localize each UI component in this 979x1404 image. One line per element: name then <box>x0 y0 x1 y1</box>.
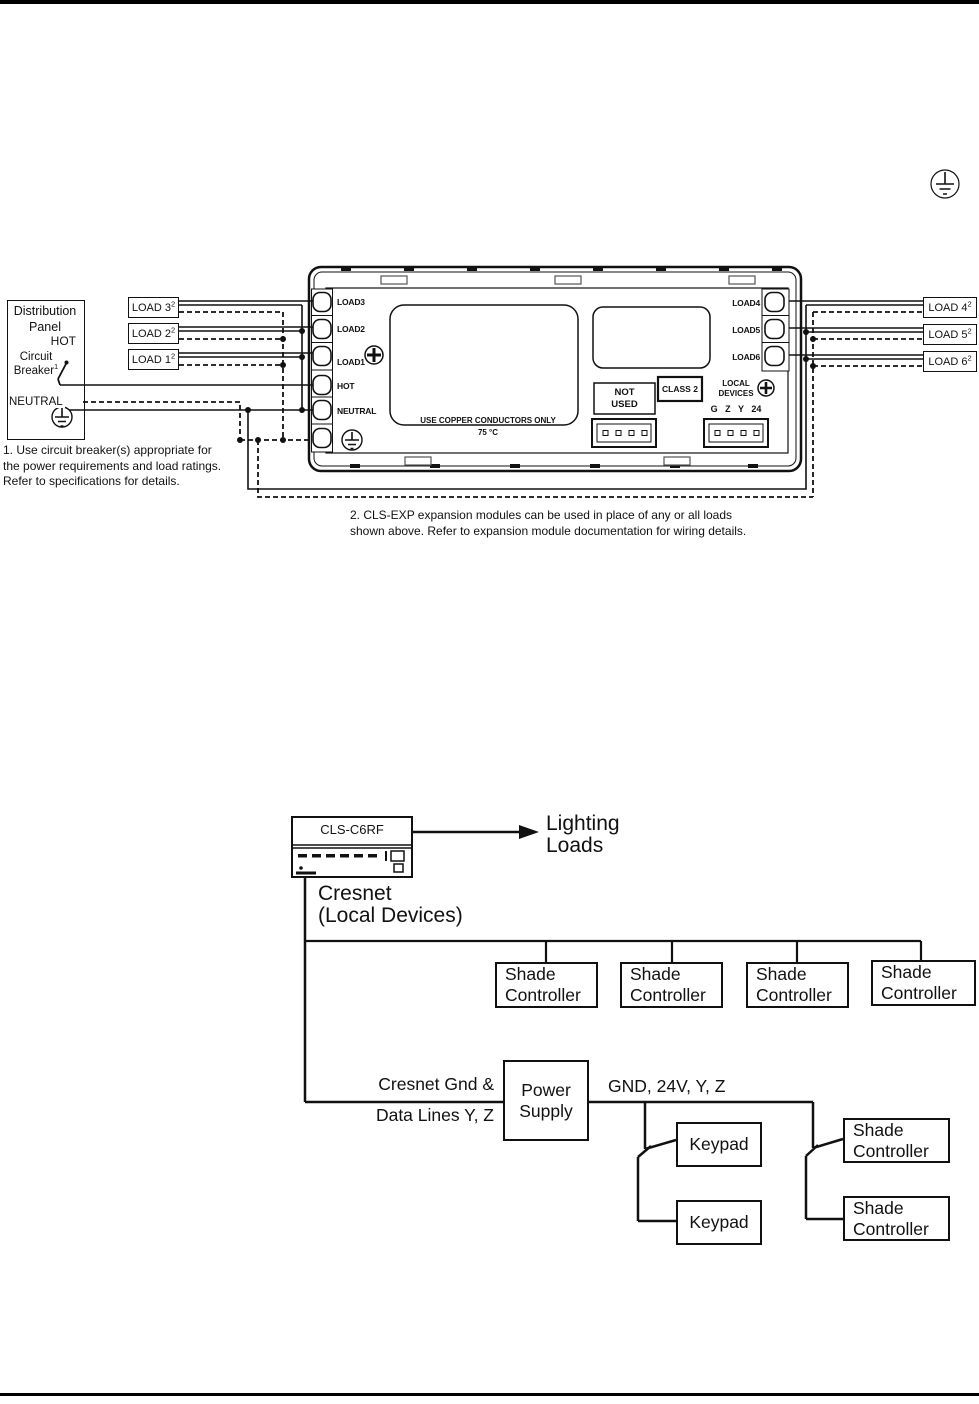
terminal-label-load2: LOAD2 <box>337 324 365 334</box>
shade-controller-box-5: Shade Controller <box>843 1118 950 1163</box>
shade-controller-box-4: Shade Controller <box>871 960 976 1006</box>
terminal-label-load4: LOAD4 <box>732 298 760 308</box>
terminal-label-neutral: NEUTRAL <box>337 406 377 416</box>
terminal-label-hot: HOT <box>337 381 355 391</box>
shade-controller-box-6: Shade Controller <box>843 1196 950 1241</box>
hot-label: HOT <box>50 334 76 348</box>
terminal-label-load5: LOAD5 <box>732 325 760 335</box>
power-supply-box: Power Supply <box>503 1060 589 1141</box>
relay-cover-large <box>390 305 578 425</box>
relay-cover-small <box>593 307 710 368</box>
load2-box: LOAD $2^2$ <box>128 323 179 344</box>
right-terminal-strip <box>762 289 789 371</box>
terminal-label-load6: LOAD6 <box>732 352 760 362</box>
device-ground-icon <box>342 430 362 450</box>
note-1: 1. Use circuit breaker(s) appropriate for the power requirements and load ratings. Refer to specifications for details. <box>3 443 222 488</box>
lighting-loads-label: Lighting Loads <box>546 812 620 857</box>
distribution-panel-title-1: Distribution <box>13 304 77 318</box>
device-enclosure <box>309 267 801 471</box>
terminal-label-load3: LOAD3 <box>337 297 365 307</box>
load5-box: LOAD $5^2$ <box>923 324 977 345</box>
keypad-box-1: Keypad <box>676 1122 762 1167</box>
circuit-breaker-label-2: Breaker$^1$ <box>13 362 59 377</box>
terminal-block-not-used <box>592 419 656 447</box>
shade-controller-box-1: Shade Controller <box>495 962 598 1008</box>
class2-label: CLASS 2 <box>662 384 698 394</box>
load1-box: LOAD $1^2$ <box>128 349 179 370</box>
load6-box: LOAD $6^2$ <box>923 351 977 372</box>
local-devices-label: LOCAL DEVICES <box>718 379 754 398</box>
left-terminal-strip <box>312 289 333 452</box>
shade-controller-box-2: Shade Controller <box>620 962 723 1008</box>
data-lines-label: Data Lines Y, Z <box>375 1105 494 1125</box>
note-2: 2. CLS-EXP expansion modules can be used in place of any or all loads shown above. Refer to expansion module documentation for wiring details. <box>350 508 747 538</box>
shade-controller-box-3: Shade Controller <box>746 962 849 1008</box>
keypad-box-2: Keypad <box>676 1200 762 1245</box>
cresnet-pins-label: G Z Y 24 <box>710 404 762 414</box>
not-used-label: NOT USED <box>611 387 638 410</box>
gnd-24v-label: GND, 24V, Y, Z <box>608 1076 726 1096</box>
load3-box: LOAD $3^2$ <box>128 297 179 318</box>
distribution-panel-title-2: Panel <box>29 320 61 334</box>
cresnet-label: Cresnet (Local Devices) <box>318 882 463 927</box>
load4-box: LOAD $4^2$ <box>923 297 977 318</box>
copper-note-1: USE COPPER CONDUCTORS ONLY <box>420 416 556 425</box>
cresnet-gnd-label: Cresnet Gnd & <box>378 1074 494 1094</box>
copper-note-2: 75 °C <box>477 428 499 437</box>
circuit-breaker-label-1: Circuit <box>19 351 53 363</box>
terminal-label-load1: LOAD1 <box>337 357 365 367</box>
terminal-block-local-devices <box>704 419 768 447</box>
ground-icon <box>931 170 959 198</box>
arrowhead-icon <box>519 825 539 839</box>
neutral-label: NEUTRAL <box>9 396 63 408</box>
cls-c6rf-label: CLS-C6RF <box>320 822 384 837</box>
